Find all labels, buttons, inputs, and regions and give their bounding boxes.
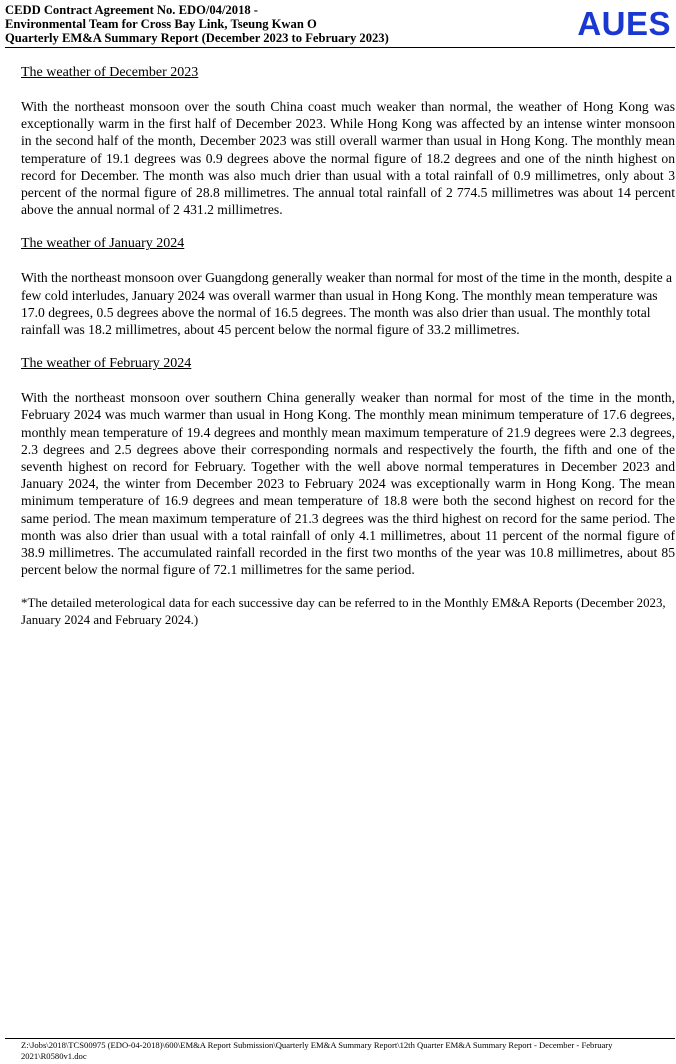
section-paragraph: With the northeast monsoon over Guangdong generally weaker than normal for most of the time in the month, despite a few cold interludes, January 2024 was overall warmer than usual in Hong Kong. The monthly mean temperature was 17.0 degrees, 0.5 degrees above the normal of 16.5 degrees. The month was also drier than usual. The monthly total rainfall was 18.2 millimetres, about 45 percent below the normal figure of 33.2 millimetres. xyxy=(21,270,673,338)
aues-logo: AUES xyxy=(577,5,671,42)
header-text-block xyxy=(5,3,675,46)
footnote: *The detailed meterological data for each successive day can be referred to in the Monthly EM&A Reports (December 2023, January 2024 and February 2024.) xyxy=(21,596,666,627)
report-title: Quarterly EM&A Summary Report (December 2023 to February 2023) xyxy=(5,31,389,46)
footer-divider xyxy=(5,1038,675,1039)
section-december xyxy=(21,64,675,218)
section-heading: The weather of January 2024 xyxy=(21,236,185,252)
section-january xyxy=(21,235,675,338)
page-header xyxy=(5,3,675,46)
header-divider xyxy=(5,47,675,48)
section-heading: The weather of December 2023 xyxy=(21,65,199,80)
project-title: Environmental Team for Cross Bay Link, Tseung Kwan O xyxy=(5,17,317,32)
report-body xyxy=(21,64,675,628)
contract-number: CEDD Contract Agreement No. EDO/04/2018 - xyxy=(5,3,259,17)
section-paragraph: With the northeast monsoon over southern China generally weaker than normal for most of the time in the month, February 2024 was much warmer than usual in Hong Kong. The monthly mean minimum temperature of 17.6 degrees, monthly mean temperature of 19.4 degrees and monthly mean maximum temperature of 21.9 degrees were 2.3 degrees, 2.3 degrees and 2.5 degrees above their corresponding normals and respectively the fourth, the fifth and one of the seventh highest on record for February. Together with the well above normal temperatures in December 2023 and January 2024, the winter from December 2023 to February 2024 was exceptionally warm in Hong Kong. The mean minimum temperature of 16.9 degrees and mean temperature of 18.8 were both the second highest on record for the same period. The mean maximum temperature of 21.3 degrees was the third highest on record for the same period. The month was also drier than usual with a total rainfall of only 4.1 millimetres, about 11 percent of the normal figure of 38.9 millimetres. The accumulated rainfall recorded in the first two months of the year was 10.8 millimetres, about 85 percent below the normal figure of 72.1 millimetres for the same period. xyxy=(21,390,675,578)
section-heading: The weather of February 2024 xyxy=(21,356,192,372)
section-february xyxy=(21,355,675,578)
section-paragraph: With the northeast monsoon over the south China coast much weaker than normal, the weather of Hong Kong was exceptionally warm in the first half of December 2023. While Hong Kong was affected by an intense winter monsoon in the second half of the month, December 2023 was still overall warmer than usual in Hong Kong. The monthly mean temperature of 19.1 degrees was 0.9 degrees above the normal figure of 18.2 degrees and one of the ninth highest on record for December. The month was also much drier than usual with a total rainfall of 0.9 millimetres, only about 3 percent of the normal figure of 28.8 millimetres. The annual total rainfall of 2 774.5 millimetres was about 14 percent above the annual normal of 2 431.2 millimetres. xyxy=(21,99,675,218)
file-path-footer: Z:\Jobs\2018\TCS00975 (EDO-04-2018)\600\EM&A Report Submission\Quarterly EM&A Summary Report\12th Quarter EM&A Summary Report - December - February 2021\R0580v1.doc xyxy=(21,1040,613,1061)
